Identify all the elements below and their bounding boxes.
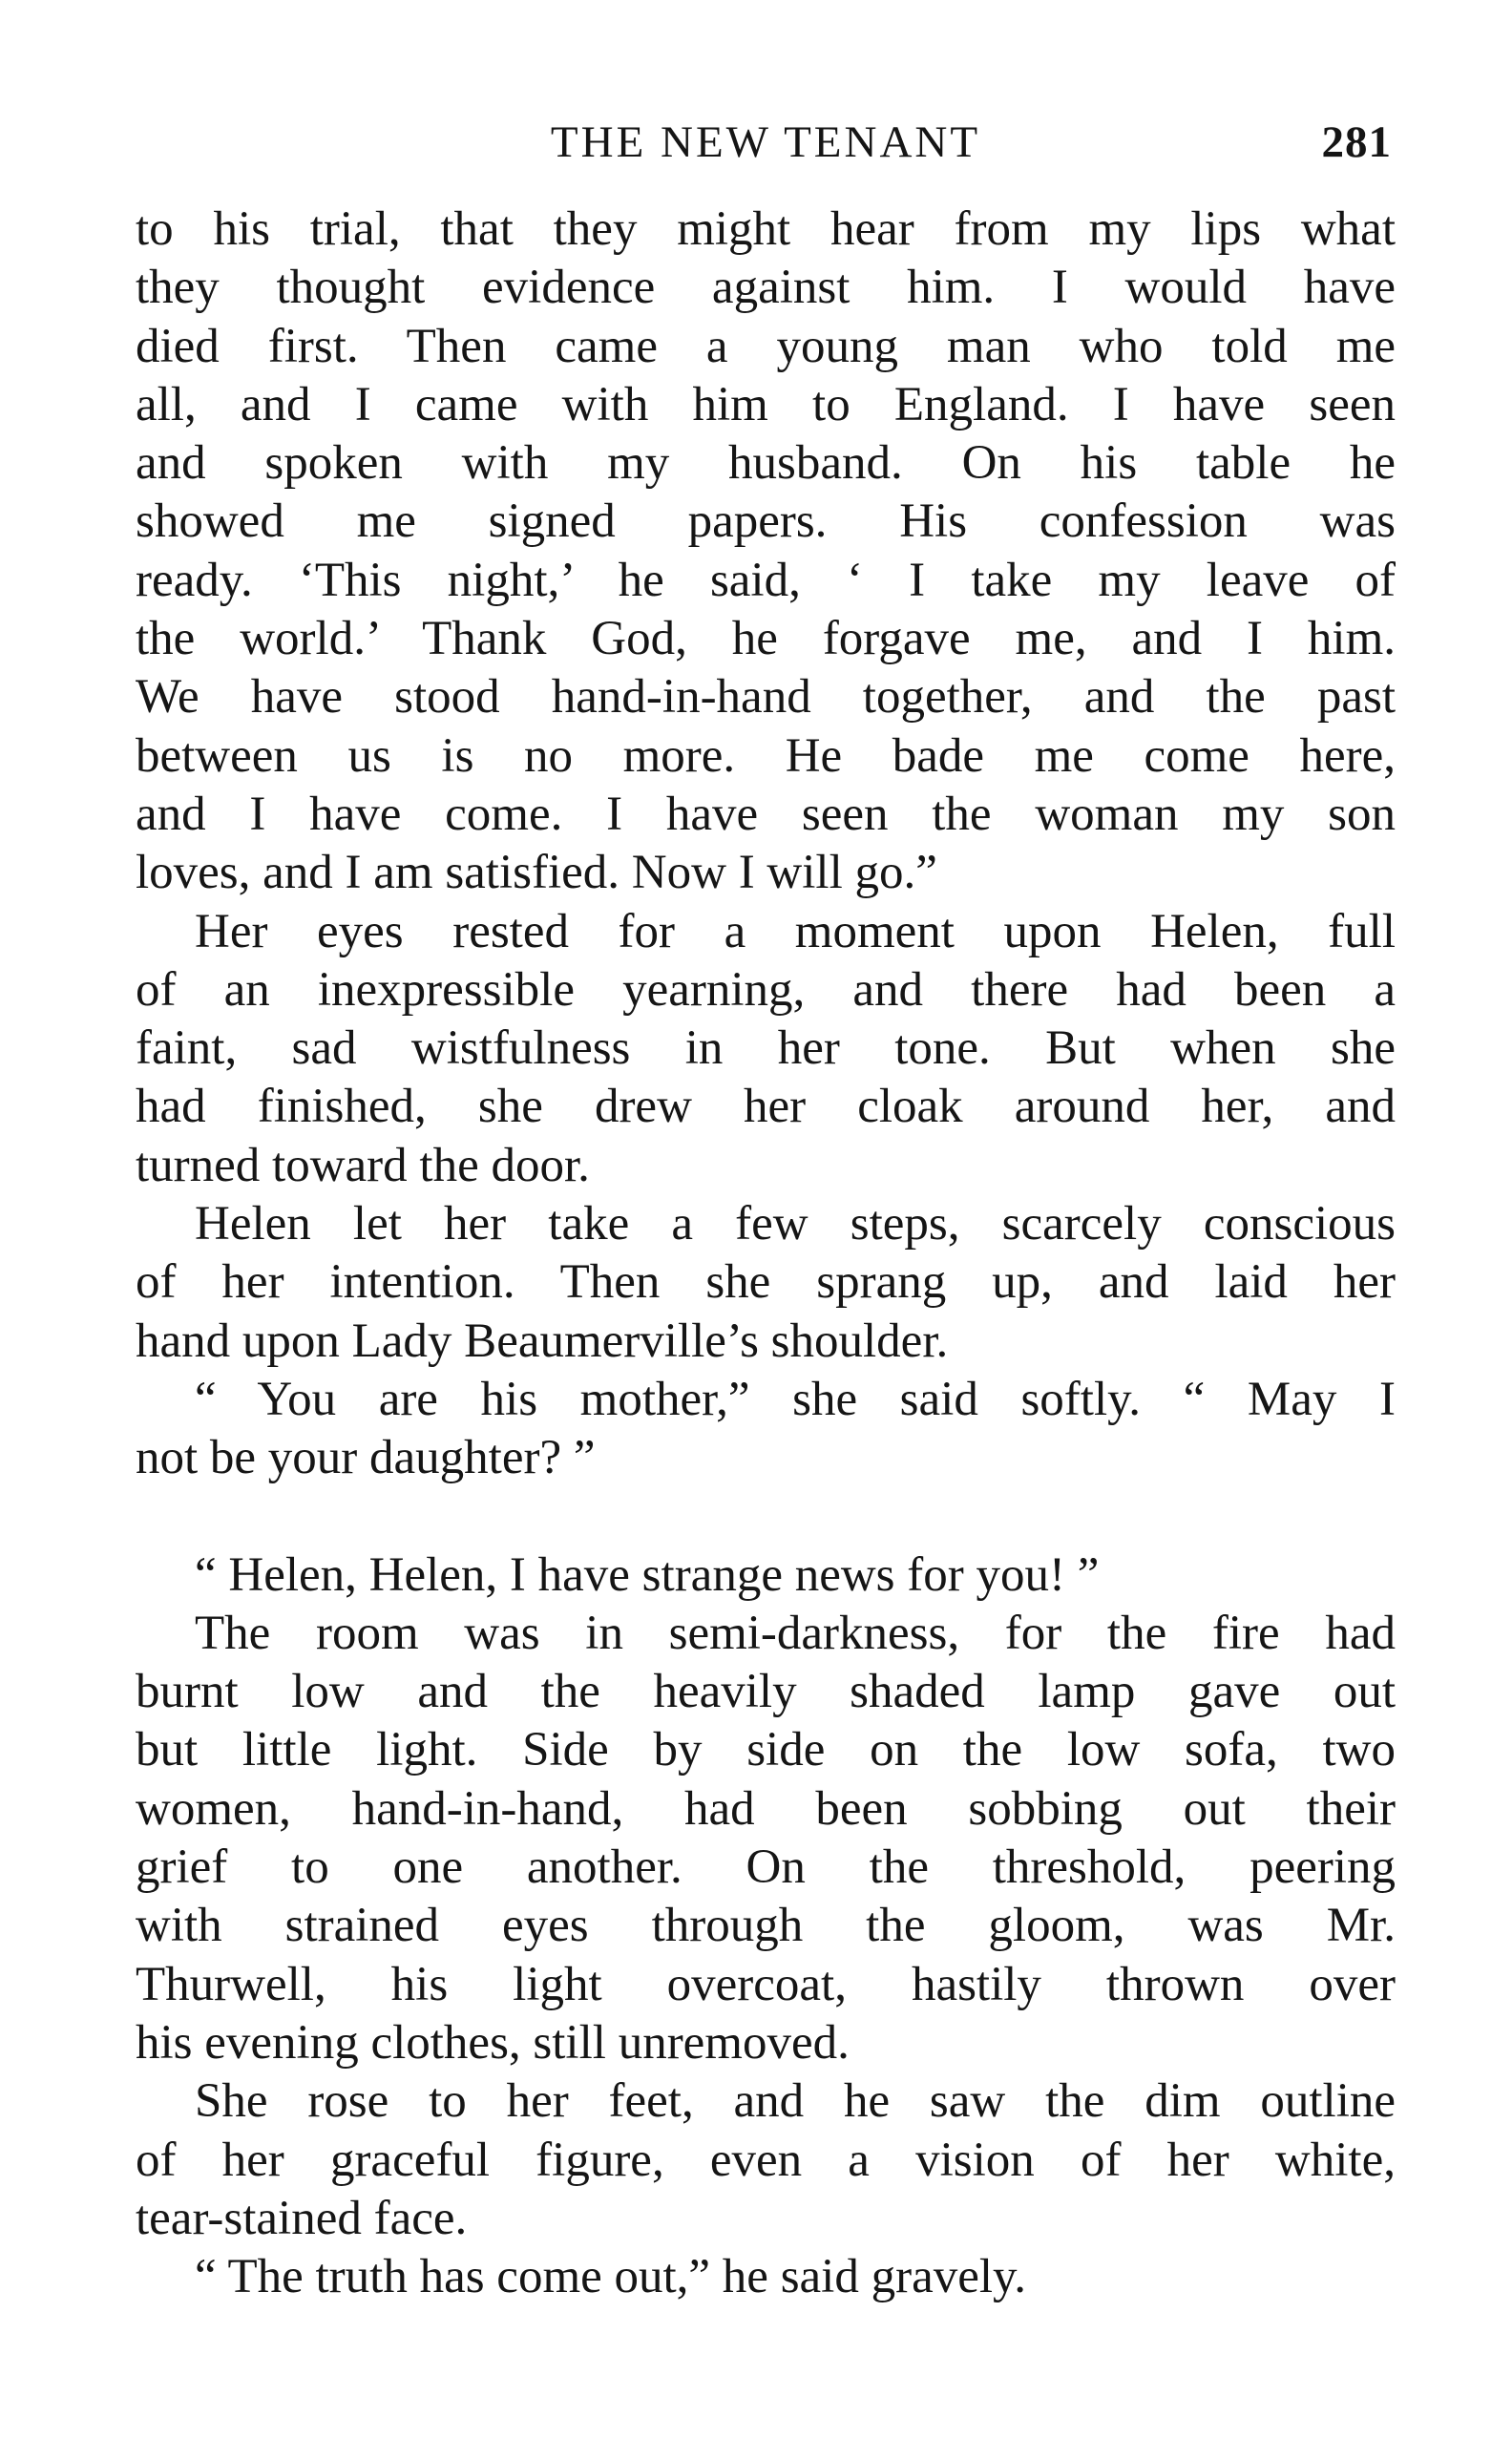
text-line: Helen let her take a few steps, scarcely conscious xyxy=(195,1197,1396,1251)
text-line: loves, and I am satisfied. Now I will go.” xyxy=(136,846,937,900)
text-line: grief to one another. On the threshold, peering xyxy=(136,1840,1396,1895)
text-line: faint, sad wistfulness in her tone. But when she xyxy=(136,1021,1396,1076)
text-line: of an inexpressible yearning, and there had been a xyxy=(136,962,1396,1017)
running-head xyxy=(136,103,1396,179)
text-line: died first. Then came a young man who told me xyxy=(136,319,1396,373)
text-line: not be your daughter? ” xyxy=(136,1431,596,1485)
text-line: hand upon Lady Beaumerville’s shoulder. xyxy=(136,1314,949,1368)
page-number: 281 xyxy=(1321,117,1392,167)
text-line: his evening clothes, still unremoved. xyxy=(136,2015,850,2070)
text-line: “ You are his mother,” she said softly. “ May I xyxy=(195,1372,1396,1426)
text-line: had finished, she drew her cloak around her, and xyxy=(136,1080,1396,1134)
text-line: We have stood hand-in-hand together, and the past xyxy=(136,670,1396,725)
text-line: of her graceful figure, even a vision of her white, xyxy=(136,2133,1396,2187)
text-line: all, and I came with him to England. I have seen xyxy=(136,377,1396,431)
body-text xyxy=(136,200,1396,2306)
text-line: to his trial, that they might hear from my lips what xyxy=(136,202,1396,256)
text-line: Her eyes rested for a moment upon Helen, full xyxy=(195,904,1396,958)
text-line: showed me signed papers. His confession was xyxy=(136,494,1396,549)
text-line: “ The truth has come out,” he said gravely. xyxy=(195,2250,1026,2304)
text-line: with strained eyes through the gloom, was Mr. xyxy=(136,1899,1396,1953)
text-line: between us is no more. He bade me come here, xyxy=(136,728,1396,783)
text-line: and I have come. I have seen the woman my son xyxy=(136,787,1396,841)
book-page xyxy=(136,103,1396,2306)
text-line: and spoken with my husband. On his table he xyxy=(136,436,1396,491)
text-line: turned toward the door. xyxy=(136,1138,590,1192)
text-line: burnt low and the heavily shaded lamp gave out xyxy=(136,1665,1396,1719)
text-line: women, hand-in-hand, had been sobbing out their xyxy=(136,1781,1396,1836)
running-title: THE NEW TENANT xyxy=(550,117,981,167)
text-line: Thurwell, his light overcoat, hastily thrown over xyxy=(136,1957,1396,2011)
text-line: but little light. Side by side on the low sofa, two xyxy=(136,1723,1396,1777)
text-line: of her intention. Then she sprang up, and laid her xyxy=(136,1255,1396,1310)
text-line: She rose to her feet, and he saw the dim outline xyxy=(195,2074,1396,2129)
section-break xyxy=(136,1488,1396,1546)
text-line: the world.’ Thank God, he forgave me, and I him. xyxy=(136,612,1396,666)
text-line: ready. ‘This night,’ he said, ‘ I take my leave of xyxy=(136,553,1396,607)
text-line: “ Helen, Helen, I have strange news for you! ” xyxy=(195,1547,1100,1602)
text-line: The room was in semi-darkness, for the fire had xyxy=(195,1606,1396,1660)
text-line: tear-stained face. xyxy=(136,2191,468,2245)
text-line: they thought evidence against him. I would have xyxy=(136,261,1396,315)
